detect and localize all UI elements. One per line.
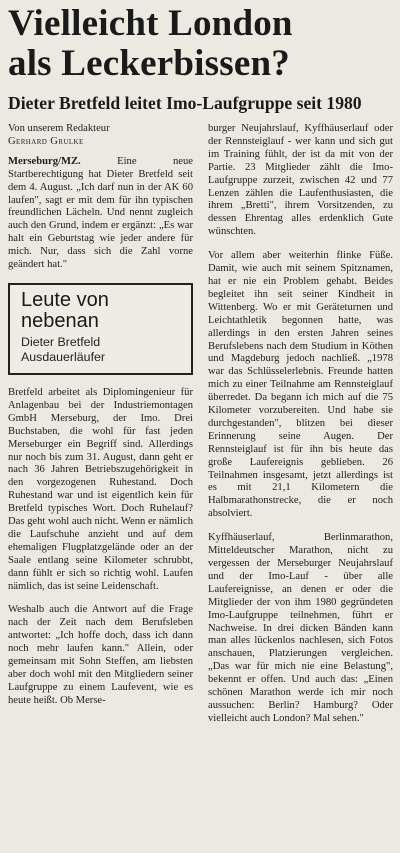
paragraph-intro [8,156,193,272]
headline [8,4,393,84]
left-column [8,123,193,737]
byline-prefix: Von unserem Redakteur [8,123,110,134]
headline-line-2: als Leckerbissen? [8,43,290,84]
right-column [208,123,393,737]
dateline: Merseburg/MZ. [8,155,81,167]
paragraph: Vor allem aber weiterhin flinke Füße. Damit, wie auch mit seinem Spitznamen, hat er nie ein Problem gehabt. Beides begleitet ihn seit seiner Kindheit in Wittenberg. Wo er mit Geräteturnen und Leichtathletik begonnen hatte, was allerdings in den ersten Jahren seines Berufslebens nach dem Studium in Köthen und Magdeburg jedoch nachließ. „1978 war das Schlüsselerlebnis. Freunde hatten mich zu einer Teilnahme am Rennsteiglauf überredet. Da begann ich mich auf die 75 Kilometer vorzubereiten. Und habe sie durchgestanden", blitzen bei dieser Erinnerung seine Augen. Der Rennsteiglauf ist für ihn bis heute das große Laufereignis geblieben. 26 Teilnahmen insgesamt, jetzt allerdings ist es mit 21,1 Kilometern die Halbmarathonstrecke, die er noch absolviert. [208,250,393,520]
info-box-title-line-1: Leute von [21,288,109,311]
subheadline: Dieter Bretfeld leitet Imo-Laufgruppe seit 1980 [8,93,362,113]
byline-author: Gerhard Grulke [8,135,84,147]
paragraph: burger Neujahrslauf, Kyffhäuserlauf oder der Rennsteiglauf - wer kann und sich gut im Training fühlt, der ist da mit von der Partie. 23 Mitglieder zählt die Imo-Laufgruppe zurzeit, zwischen 42 und 77 Lenzen zählen die Laufenthusiasten, die ihrem „Bretti", ihrem Vorsitzenden, zu dessen Ehrentag alles erdenklich Gute wünschten. [208,123,393,238]
info-box-title [21,290,185,332]
info-box-person: Dieter Bretfeld [21,334,101,349]
paragraph: Bretfeld arbeitet als Diplomingenieur für Anlagenbau bei der Industriemontagen GmbH Merseburg, der Imo. Drei Buchstaben, die wohl für fast jeden Merseburger ein Begriff sind. Allerdings nur noch bis zum 31. August, dann geht er nach 36 Jahren Betriebszugehörigkeit in den vorgezogenen Ruhestand. Doch Ruhestand war und ist eigentlich kein für Bretfeld typisches Wort. Doch Ruhelauf? Das geht wohl auch nicht. Wenn er nämlich die Laufschuhe anzieht und auf dem ehemaligen Flugplatzgelände oder an der Saale entlang seine Kilometer schrubbt, dann fühlt er sich so richtig wohl. Laufen nämlich, das ist seine Leidenschaft. [8,386,193,592]
info-box [8,283,193,375]
paragraph: Kyffhäuserlauf, Berlinmarathon, Mitteldeutscher Marathon, nicht zu vergessen der Merseburger Neujahrslauf und der Imo-Lauf - über alle Laufereignisse, an denen er oder die Mitglieder der von ihm 1980 gegründeten Imo-Laufgruppe teilnehmen, führt er Nachweise. In drei dicken Bänden kann man alles lückenlos nachlesen, sich Fotos anschauen, Platzierungen vergleichen. „Das war für mich nie eine Belastung", bekennt er offen. Und auch das: „Einen schönen Marathon werde ich mir noch aussuchen: Berlin? Hamburg? Oder vielleicht auch London? Mal sehen." [208,532,393,724]
info-box-title-line-2: nebenan [21,309,99,332]
byline [8,123,193,149]
headline-line-1: Vielleicht London [8,3,293,44]
info-box-role: Ausdauerläufer [21,349,106,364]
paragraph: Weshalb auch die Antwort auf die Frage nach der Zeit nach dem Berufsleben antwortet: „Ich hoffe doch, dass ich dann noch mehr laufen kann." Allein, oder gemeinsam mit Sohn Steffen, am liebsten aber doch wohl mit den Mitgliedern seiner Laufgruppe zu einem Laufevent, wie es heute heißt. Ob Merse- [8,604,193,706]
paragraph-intro-text: Eine neue Startberechtigung hat Dieter Bretfeld seit dem 4. August. „Ich darf nun in der AK 60 laufen", sagt er mit dem für ihn typischen freundlichen Lächeln. Und nennt zugleich auch den Grund, indem er ergänzt: „Es war halt ein Geburtstag wie jeder andere für mich. Nur, dass sich die Zahl vorne geändert hat." [8,155,193,271]
article-columns [8,123,393,737]
